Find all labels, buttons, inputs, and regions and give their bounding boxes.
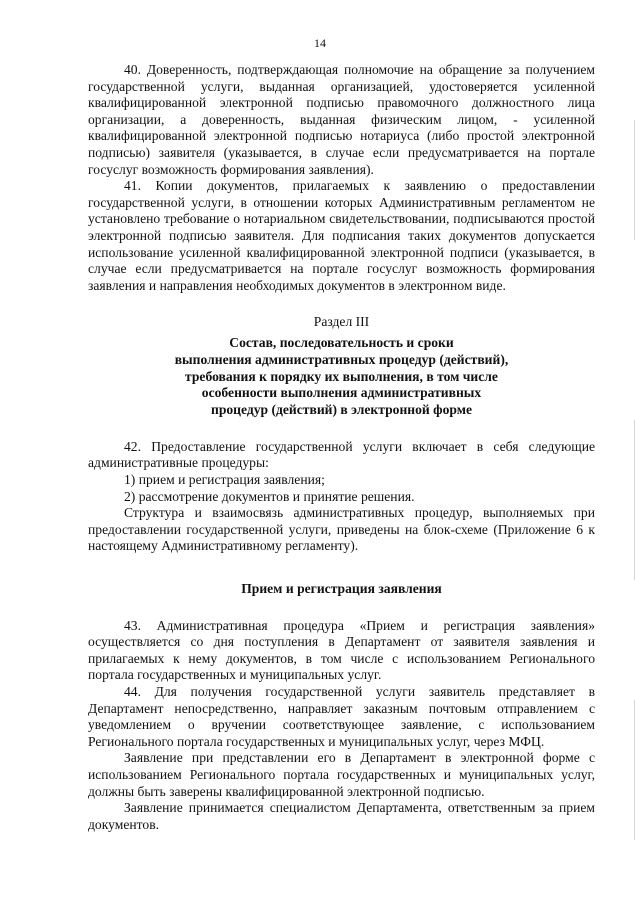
scan-margin-line bbox=[634, 120, 635, 240]
paragraph-acceptance: Заявление принимается специалистом Департамента, ответственным за прием документов. bbox=[88, 800, 595, 832]
section-title-line: процедур (действий) в электронной форме bbox=[210, 402, 473, 418]
paragraph-43: 43. Административная процедура «Прием и регистрация заявления» осуществляется со дня поступления в Департамент от заявителя заявления и прилагаемых к нему документов, в том числе с использованием Регионального портала государственных и муниципальных услуг. bbox=[88, 617, 595, 683]
list-item: 1) прием и регистрация заявления; bbox=[124, 472, 325, 488]
section-title-line: выполнения административных процедур (действий), bbox=[174, 351, 509, 367]
list-item: 2) рассмотрение документов и принятие решения. bbox=[124, 488, 415, 504]
paragraph-structure: Структура и взаимосвязь административных процедур, выполняемых при предоставлении государственной услуги, приведены на блок-схеме (Приложение 6 к настоящему Административному регламенту). bbox=[88, 505, 595, 554]
section-label: Раздел III bbox=[313, 314, 370, 330]
subsection-title: Прием и регистрация заявления bbox=[241, 581, 442, 597]
page-content bbox=[88, 62, 595, 833]
paragraph-40: 40. Доверенность, подтверждающая полномочие на обращение за получением государственной услуги, выданная организацией, удостоверяется усиленной квалифицированной электронной подписью правомочного должностного лица организации, а доверенность, выданная физическим лицом, - усиленной квалифицированной электронной подписью нотариуса (либо простой электронной подписью) заявителя (указывается, в случае если предусматривается на портале госуслуг возможность формирования заявления). bbox=[88, 62, 595, 177]
paragraph-44: 44. Для получения государственной услуги заявитель представляет в Департамент непосредственно, направляет заказным почтовым отправлением с уведомлением о вручении соответствующее заявление, с использованием Регионального портала государственных и муниципальных услуг, через МФЦ. bbox=[88, 684, 595, 749]
scan-margin-line bbox=[634, 420, 635, 580]
paragraph-42: 42. Предоставление государственной услуги включает в себя следующие административные процедуры: bbox=[88, 438, 595, 471]
section-title-line: Состав, последовательность и сроки bbox=[229, 334, 454, 350]
page-number: 14 bbox=[314, 36, 326, 50]
section-title-line: требования к порядку их выполнения, в том числе bbox=[185, 368, 498, 384]
paragraph-41: 41. Копии документов, прилагаемых к заявлению о предоставлении государственной услуги, в отношении которых Административным регламентом не установлено требование о нотариальном свидетельствовании, подписываются простой электронной подписью заявителя. Для подписания таких документов допускается использование усиленной квалифицированной электронной подписи (указывается, в случае если предусматривается на портале госуслуг возможность формирования заявления и направления необходимых документов в электронном виде. bbox=[88, 178, 595, 293]
paragraph-electronic-form: Заявление при представлении его в Департамент в электронной форме с использованием Регионального портала государственных и муниципальных услуг, должны быть заверены квалифицированной электронной подписью. bbox=[88, 750, 595, 799]
section-title-line: особенности выполнения административных bbox=[201, 385, 482, 401]
scan-margin-line bbox=[634, 700, 635, 840]
section-title bbox=[88, 335, 595, 419]
